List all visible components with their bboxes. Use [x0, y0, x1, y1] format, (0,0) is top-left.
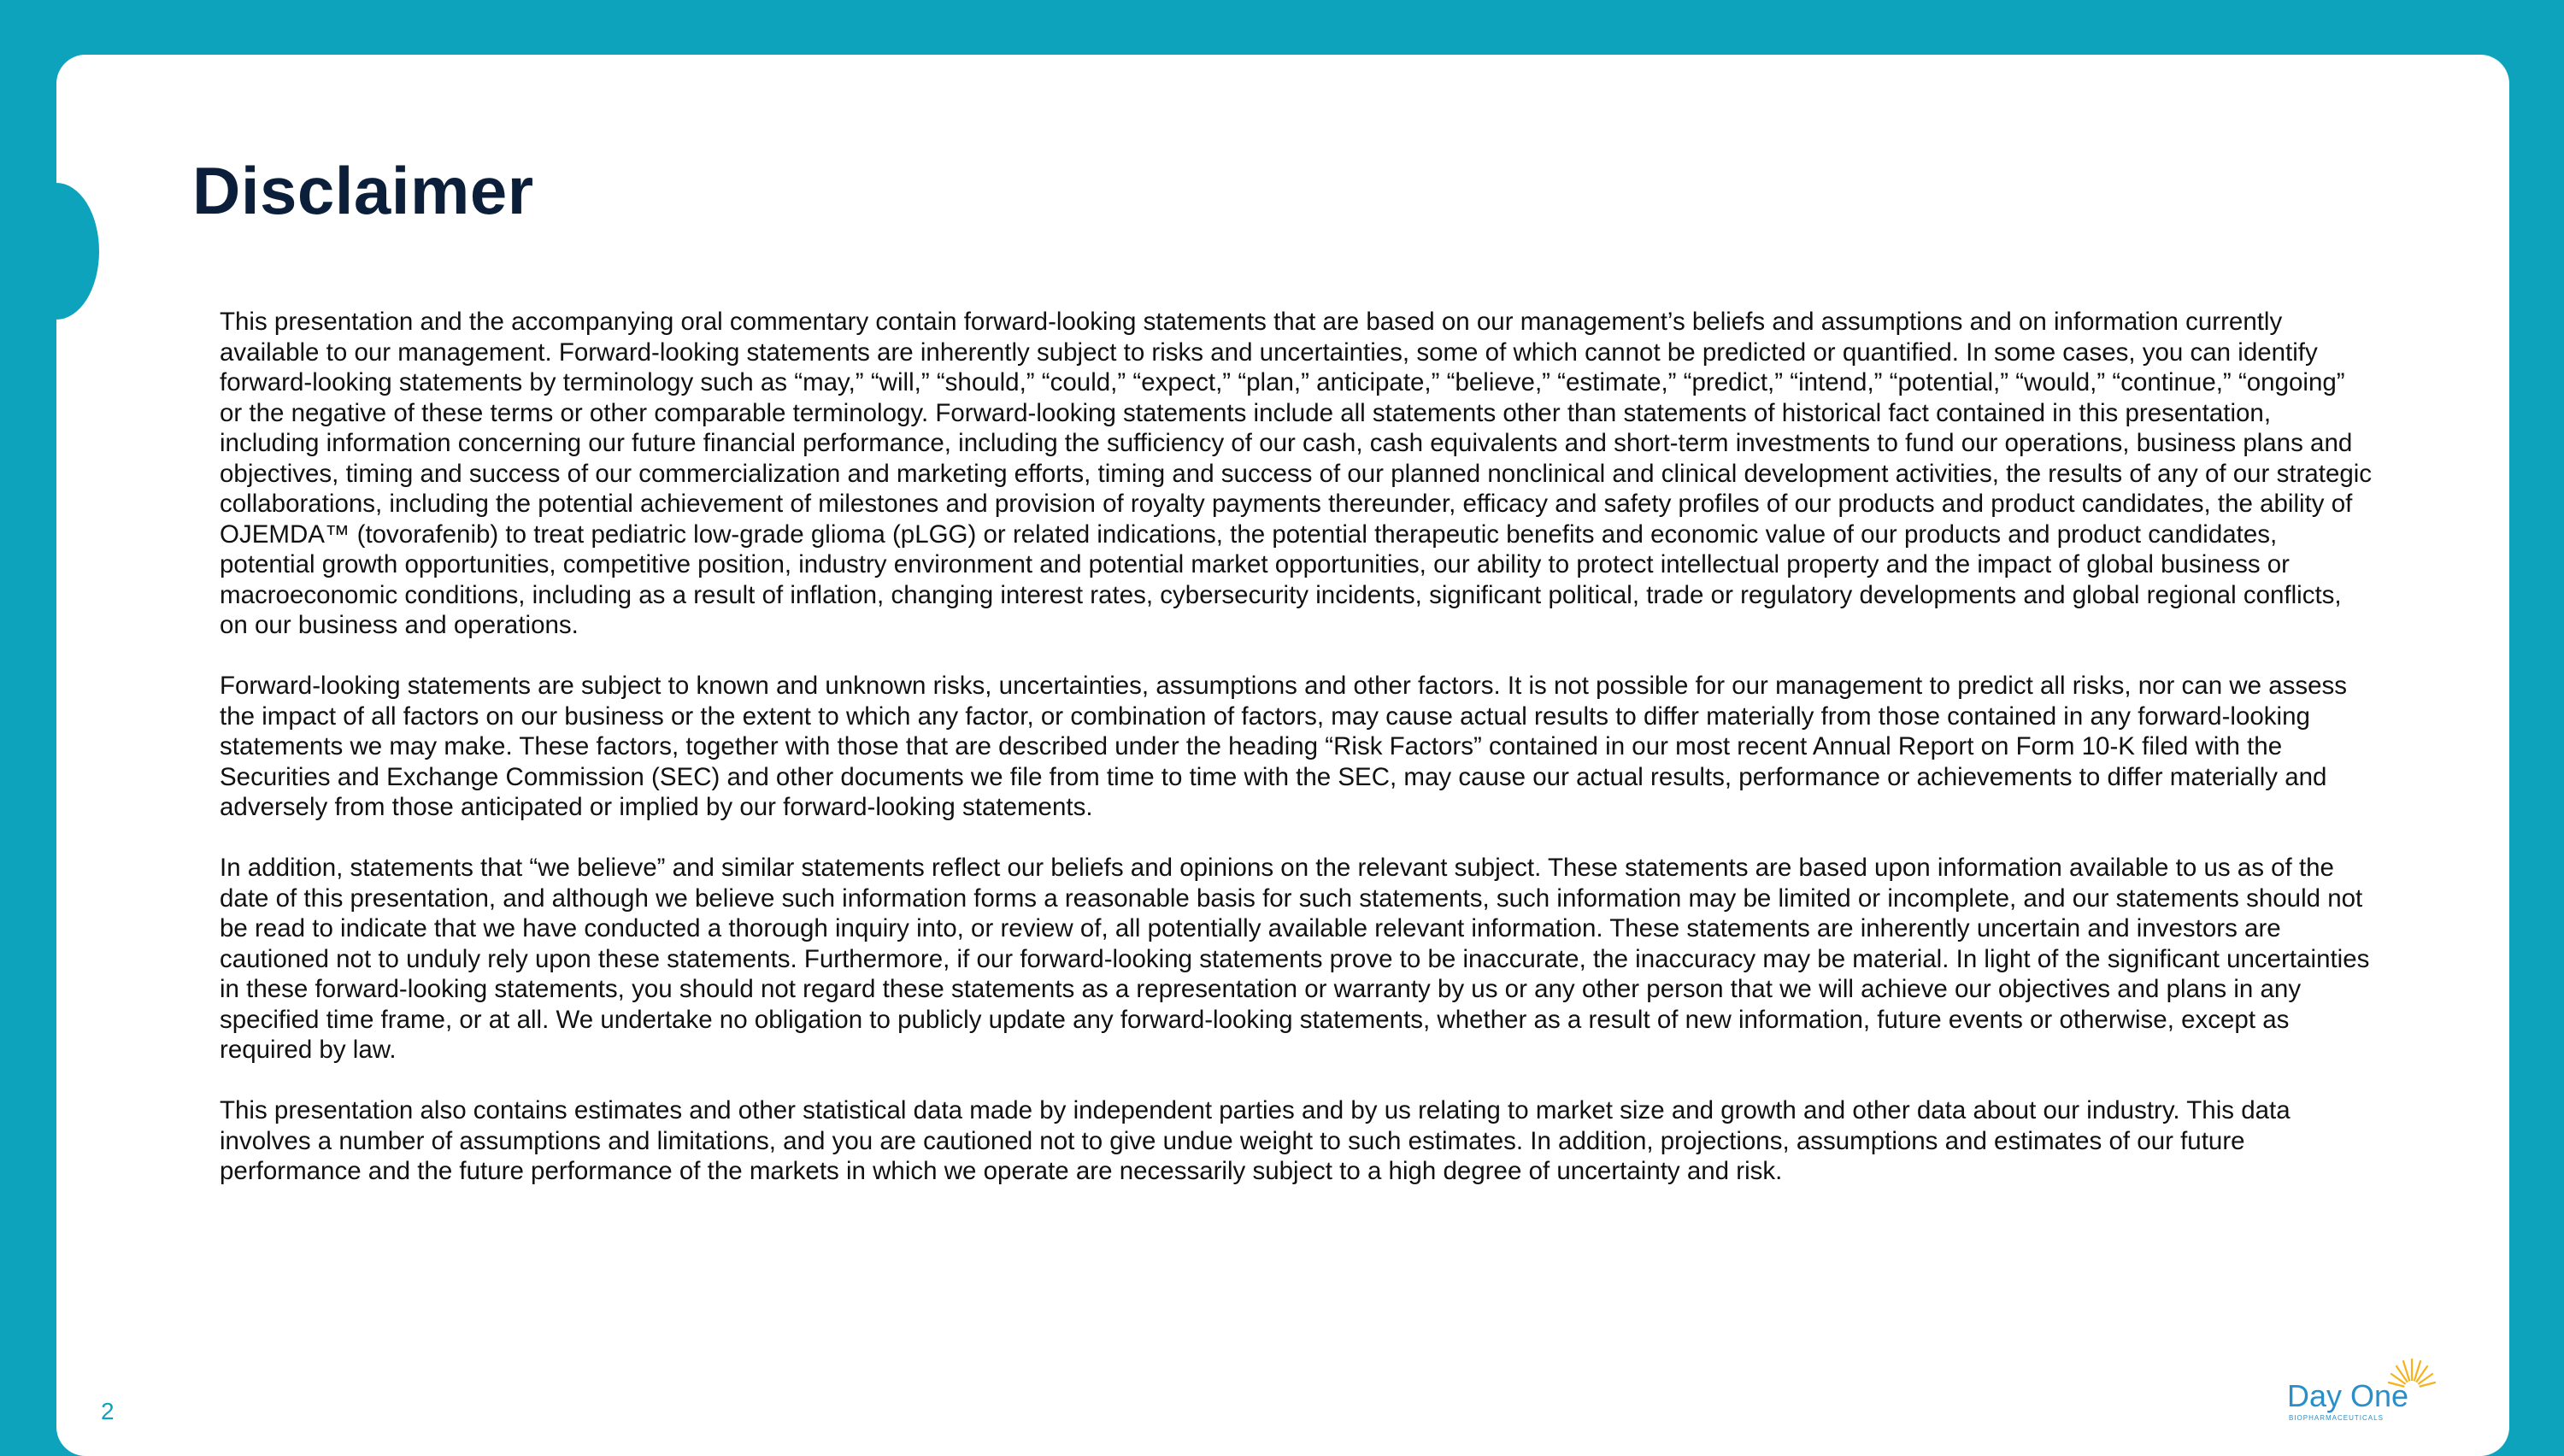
decorative-tab [14, 183, 99, 320]
paragraph-forward-looking: This presentation and the accompanying oral commentary contain forward-looking statements that are based on our management’s beliefs and assumptions and on information currently available to our management. Forward-looking statements are inherently subject to risks and uncertainties, some of which cannot be predicted or quantified. In some cases, you can identify forward-looking statements by terminology such as “may,” “will,” “should,” “could,” “expect,” “plan,” anticipate,” “believe,” “estimate,” “predict,” “intend,” “potential,” “would,” “continue,” “ongoing” or the negative of these terms or other comparable terminology. Forward-looking statements include all statements other than statements of historical fact contained in this presentation, including information concerning our future financial performance, including the sufficiency of our cash, cash equivalents and short-term investments to fund our operations, business plans and objectives, timing and success of our commercialization and marketing efforts, timing and success of our planned nonclinical and clinical development activities, the results of any of our strategic collaborations, including the potential achievement of milestones and provision of royalty payments thereunder, efficacy and safety profiles of our products and product candidates, the ability of OJEMDA™ (tovorafenib) to treat pediatric low-grade glioma (pLGG) or related indications, the potential therapeutic benefits and economic value of our products and product candidates, potential growth opportunities, competitive position, industry environment and potential market opportunities, our ability to protect intellectual property and the impact of global business or macroeconomic conditions, including as a result of inflation, changing interest rates, cybersecurity incidents, significant political, trade or regulatory developments and global regional conflicts, on our business and operations. [220, 308, 2373, 639]
page-title: Disclaimer [192, 153, 534, 228]
paragraph-risks: Forward-looking statements are subject to known and unknown risks, uncertainties, assumptions and other factors. It is not possible for our management to predict all risks, nor can we assess the impact of all factors on our business or the extent to which any factor, or combination of factors, may cause actual results to differ materially from those contained in any forward-looking statements we may make. These factors, together with those that are described under the heading “Risk Factors” contained in our most recent Annual Report on Form 10-K filed with the Securities and Exchange Commission (SEC) and other documents we file from time to time with the SEC, may cause our actual results, performance or achievements to differ materially and adversely from those anticipated or implied by our forward-looking statements. [220, 672, 2348, 821]
company-logo [2287, 1354, 2432, 1423]
logo-wordmark: Day One [2287, 1378, 2409, 1413]
page-number: 2 [101, 1398, 115, 1424]
disclaimer-body [220, 307, 2373, 1217]
paragraph-beliefs: In addition, statements that “we believe” and similar statements reflect our beliefs and opinions on the relevant subject. These statements are based upon information available to us as of the date of this presentation, and although we believe such information forms a reasonable basis for such statements, such information may be limited or incomplete, and our statements should not be read to indicate that we have conducted a thorough inquiry into, or review of, all potentially available relevant information. These statements are inherently uncertain and investors are cautioned not to unduly rely upon these statements. Furthermore, if our forward-looking statements prove to be inaccurate, the inaccuracy may be material. In light of the significant uncertainties in these forward-looking statements, you should not regard these statements as a representation or warranty by us or any other person that we will achieve our objectives and plans in any specified time frame, or at all. We undertake no obligation to publicly update any forward-looking statements, whether as a result of new information, future events or otherwise, except as required by law. [220, 854, 2370, 1064]
logo-tagline: BIOPHARMACEUTICALS [2289, 1414, 2384, 1422]
paragraph-estimates: This presentation also contains estimates and other statistical data made by independent parties and by us relating to market size and growth and other data about our industry. This data involves a number of assumptions and limitations, and you are cautioned not to give undue weight to such estimates. In addition, projections, assumptions and estimates of our future performance and the future performance of the markets in which we operate are necessarily subject to a high degree of uncertainty and risk. [220, 1096, 2291, 1185]
